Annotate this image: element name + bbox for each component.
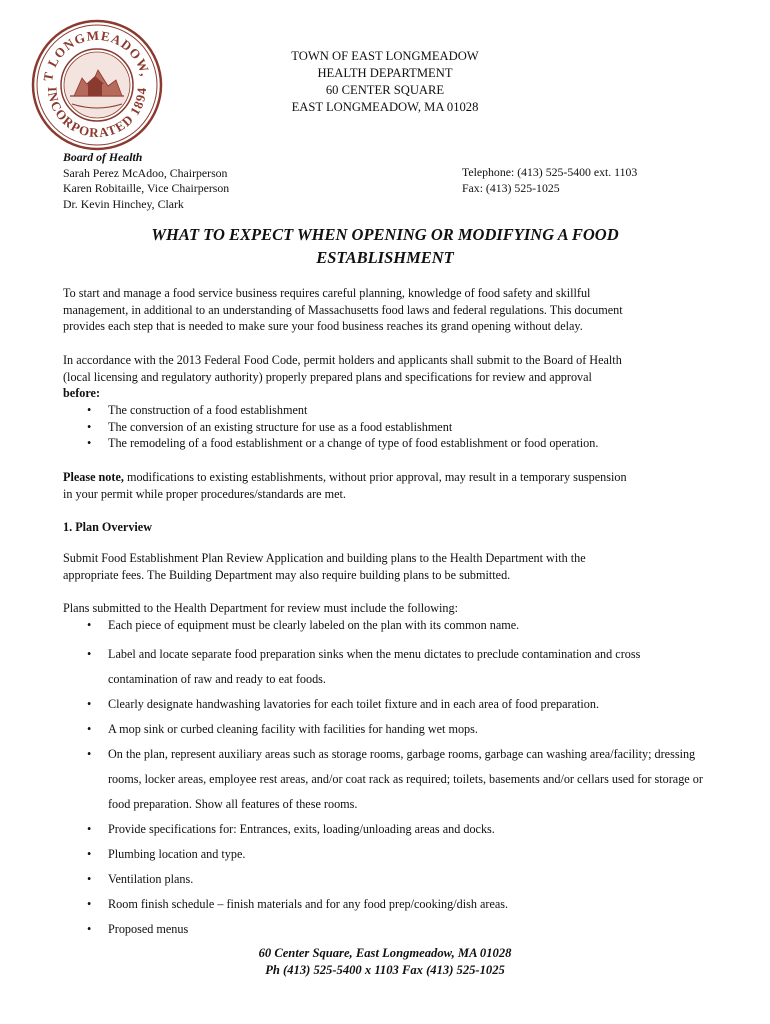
plans-list [63, 617, 713, 942]
document-title [80, 223, 690, 269]
board-member: Karen Robitaille, Vice Chairperson [63, 181, 230, 195]
list-item: • Room finish schedule – finish materials and for any food prep/cooking/dish areas. [63, 892, 713, 917]
fax: Fax: (413) 525-1025 [462, 180, 560, 195]
seal-top-text: T LONGMEADOW, [40, 27, 154, 83]
bullet-icon: • [87, 697, 92, 711]
section-heading: 1. Plan Overview [63, 520, 153, 534]
list-item: • Clearly designate handwashing lavatories for each toilet fixture and in each area of food preparation. [63, 692, 713, 717]
submit-line: appropriate fees. The Building Department may also require building plans to be submitted. [63, 567, 511, 582]
accordance-line: In accordance with the 2013 Federal Food Code, permit holders and applicants shall submit to the Board of Health [63, 353, 622, 367]
list-item: • Proposed menus [63, 917, 713, 942]
intro-line: management, in additional to an understanding of Massachusetts food laws and federal regulations. This document [63, 302, 623, 317]
bullet-icon: • [87, 822, 92, 836]
bullet-icon: • [87, 847, 92, 861]
telephone: Telephone: (413) 525-5400 ext. 1103 [462, 165, 638, 179]
list-item: • The conversion of an existing structure for use as a food establishment [87, 419, 453, 434]
board-title: Board of Health [63, 150, 143, 164]
letterhead-street: 60 CENTER SQUARE [325, 83, 445, 97]
contact-info [462, 165, 722, 196]
intro-line: To start and manage a food service business requires careful planning, knowledge of food safety and skillful [63, 286, 591, 300]
intro-line: provides each step that is needed to make sure your food business reaches its grand opening without delay. [63, 319, 583, 333]
list-item: • The construction of a food establishment [87, 403, 308, 417]
page-footer [150, 945, 620, 979]
title-line-1: WHAT TO EXPECT WHEN OPENING OR MODIFYING A FOOD [151, 225, 619, 244]
bullet-icon: • [87, 747, 92, 761]
letterhead-department: HEALTH DEPARTMENT [317, 66, 453, 80]
list-item: • On the plan, represent auxiliary areas such as storage rooms, garbage rooms, garbage can washing area/facility; dressing rooms, locker areas, employee rest areas, and/or coat rack as required; toilets, basements and/or cellars used for storage or food preparation. Show all features of these rooms. [63, 742, 713, 817]
list-item: • Provide specifications for: Entrances, exits, loading/unloading areas and docks. [63, 817, 713, 842]
bullet-icon: • [87, 436, 92, 450]
submit-paragraph [63, 550, 713, 583]
footer-phone: Ph (413) 525-5400 x 1103 Fax (413) 525-1025 [265, 963, 505, 977]
bullet-icon: • [87, 419, 92, 434]
bullet-icon: • [87, 872, 92, 886]
accordance-line: (local licensing and regulatory authority) properly prepared plans and specifications for review and approval [63, 369, 592, 384]
list-item: • The remodeling of a food establishment or a change of type of food establishment or food operation. [87, 436, 599, 450]
bullet-icon: • [87, 922, 92, 936]
footer-address: 60 Center Square, East Longmeadow, MA 01028 [258, 946, 512, 960]
submit-line: Submit Food Establishment Plan Review Application and building plans to the Health Department with the [63, 551, 586, 565]
list-item: • Ventilation plans. [63, 867, 713, 892]
seal-bottom-text: INCORPORATED 1894 [44, 86, 150, 141]
bullet-icon: • [87, 618, 92, 632]
plans-intro: Plans submitted to the Health Department for review must include the following: [63, 601, 458, 615]
title-line-2: ESTABLISHMENT [316, 248, 454, 267]
board-member: Sarah Perez McAdoo, Chairperson [63, 165, 228, 180]
bullet-icon: • [87, 403, 92, 417]
note-text: in your permit while proper procedures/standards are met. [63, 486, 346, 501]
bullet-icon: • [87, 647, 92, 661]
town-seal-logo [30, 18, 164, 152]
letterhead-town: TOWN OF EAST LONGMEADOW [291, 49, 479, 63]
letterhead-city: EAST LONGMEADOW, MA 01028 [291, 100, 479, 114]
list-item: • Each piece of equipment must be clearly labeled on the plan with its common name. [87, 618, 520, 632]
list-item: • Label and locate separate food preparation sinks when the menu dictates to preclude contamination and cross contamination of raw and ready to eat foods. [63, 642, 713, 692]
intro-paragraph [63, 285, 713, 335]
bullet-icon: • [87, 722, 92, 736]
seal-graphic [30, 18, 164, 152]
note-paragraph [63, 469, 713, 502]
bullet-icon: • [87, 897, 92, 911]
letterhead [230, 48, 540, 116]
before-list [63, 402, 713, 452]
list-item: • A mop sink or curbed cleaning facility with facilities for handing wet mops. [63, 717, 713, 742]
note-label: Please note, [63, 470, 124, 484]
note-text: modifications to existing establishments, without prior approval, may result in a temporary suspension [123, 470, 627, 484]
accordance-paragraph [63, 352, 713, 402]
list-item: • Plumbing location and type. [63, 842, 713, 867]
before-label: before: [63, 386, 100, 400]
board-of-health [63, 150, 393, 212]
board-member: Dr. Kevin Hinchey, Clark [63, 196, 184, 211]
